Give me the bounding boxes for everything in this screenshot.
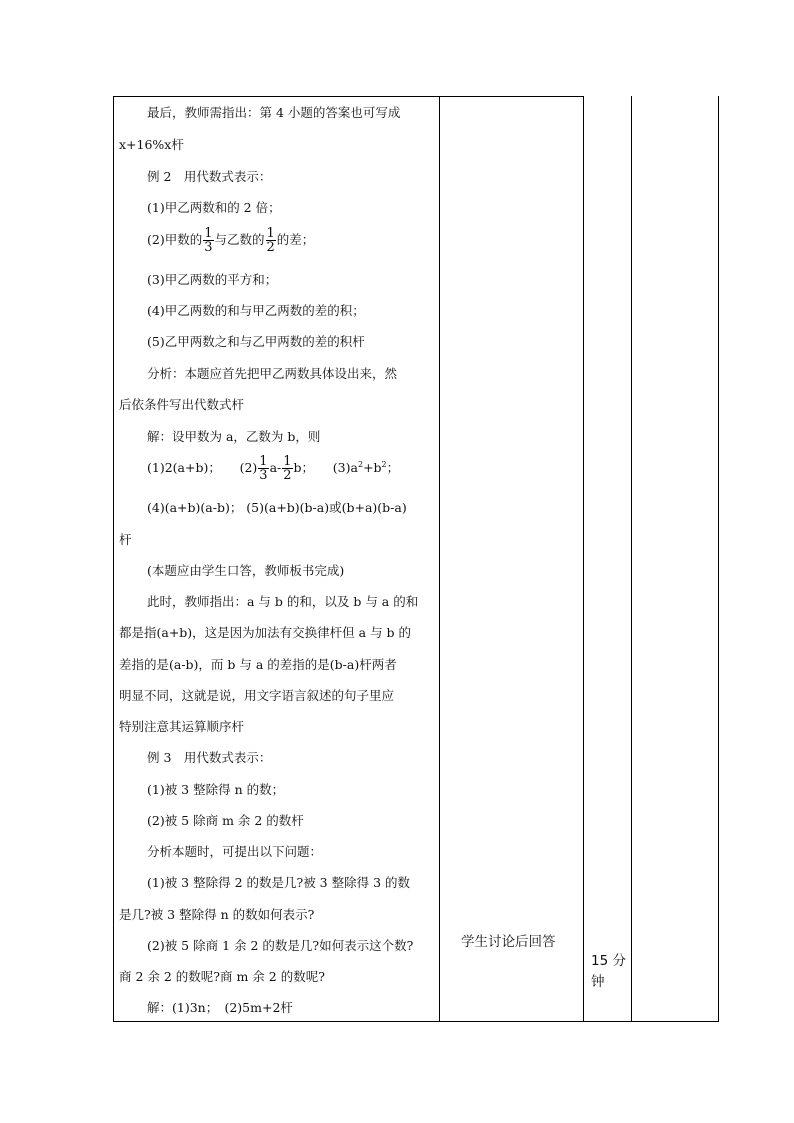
example-heading: 例 2 用代数式表示： [147,169,272,184]
text-line: (5)乙甲两数之和与乙甲两数的差的积杆 [147,334,365,349]
text-line: (2)被 5 除商 m 余 2 的数杆 [147,813,304,828]
text-line: 分析本题时，可提出以下问题： [147,844,323,859]
text-line: (1)被 3 整除得 2 的数是几?被 3 整除得 3 的数 [147,875,411,890]
text-segment: 与乙数的 [214,232,265,247]
text-segment: b； (3)a [293,460,358,475]
column-divider-3 [631,96,632,1022]
text-line: 商 2 余 2 的数呢?商 m 余 2 的数呢? [119,969,325,984]
teaching-content-cell [113,96,439,1022]
text-line: x+16%x杆 [119,137,184,152]
text-segment: ； [386,460,400,475]
student-activity-cell: 学生讨论后回答 [461,934,556,950]
text-line: 此时，教师指出：a 与 b 的和，以及 b 与 a 的和 [147,594,419,609]
lesson-table [113,96,719,1022]
column-divider-1 [439,96,440,1022]
superscript: 2 [381,460,387,469]
text-line: 差指的是(a-b)，而 b 与 a 的差指的是(b-a)杆两者 [119,657,397,672]
text-line: (4)(a+b)(a-b)； (5)(a+b)(b-a)或(b+a)(b-a) [147,500,407,515]
numerator: 1 [266,226,275,241]
column-divider-2 [583,96,584,1022]
text-line: (本题应由学生口答，教师板书完成) [147,563,345,578]
text-line: (4)甲乙两数的和与甲乙两数的差的积； [147,303,365,318]
text-line-with-fractions [147,227,314,254]
text-line: 是几?被 3 整除得 n 的数如何表示? [119,907,315,922]
text-line: 明显不同，这就是说，用文字语言叙述的句子里应 [119,688,395,703]
denominator: 2 [266,240,275,255]
text-line: 解：设甲数为 a，乙数为 b，则 [147,429,321,444]
text-line: (2)被 5 除商 1 余 2 的数是几?如何表示这个数? [147,938,414,953]
text-segment: (1)2(a+b)； (2) [147,460,258,475]
table-border-right [718,96,719,1022]
solution-line-with-fractions [147,455,399,482]
text-segment: a- [269,460,282,475]
text-line: (1)甲乙两数和的 2 倍； [147,200,281,215]
denominator: 3 [259,468,268,483]
text-line: 特别注意其运算顺序杆 [119,719,245,734]
denominator: 2 [283,468,292,483]
text-line: 最后，教师需指出：第 4 小题的答案也可写成 [147,105,401,120]
superscript: 2 [357,460,364,469]
fraction-one-half [266,227,276,254]
fraction-one-half [282,455,292,482]
fraction-one-third [258,455,268,482]
time-allocation-cell: 15 分钟 [591,953,626,990]
text-segment: 的差； [276,232,315,247]
example-heading: 例 3 用代数式表示： [147,750,272,765]
text-line: (1)被 3 整除得 n 的数； [147,782,285,797]
text-line: 分析：本题应首先把甲乙两数具体设出来，然 [147,366,398,381]
text-segment: (2)甲数的 [147,232,203,247]
text-line: 都是指(a+b)，这是因为加法有交换律杆但 a 与 b 的 [119,625,412,640]
numerator: 1 [259,454,268,469]
fraction-one-third [203,227,213,254]
text-line: 解：(1)3n； (2)5m+2杆 [147,1000,293,1015]
text-line: 杆 [119,532,132,547]
numerator: 1 [283,454,292,469]
numerator: 1 [204,226,213,241]
denominator: 3 [204,240,213,255]
text-segment: +b [363,460,382,475]
text-line: 后依条件写出代数式杆 [119,397,245,412]
text-line: (3)甲乙两数的平方和； [147,272,278,287]
